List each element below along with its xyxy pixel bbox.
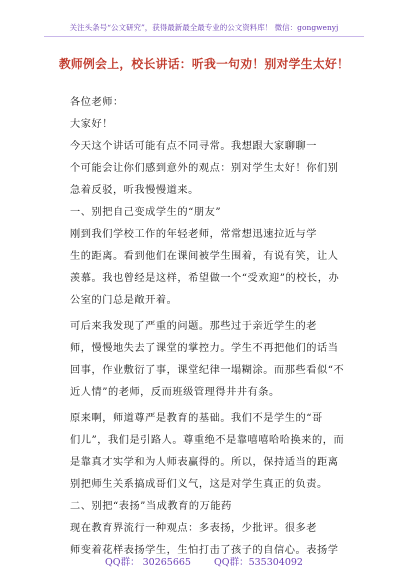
text-line: 公室的门总是敞开着。 xyxy=(70,295,178,306)
qq-group-1: QQ群： 30265665 xyxy=(105,557,191,568)
text-line: 今天这个讲话可能有点不同寻常。我想跟大家聊聊一 xyxy=(70,141,317,152)
section-heading: 一、别把自己变成学生的“朋友” xyxy=(70,207,222,218)
text-line: 生的距离。看到他们在课间被学生围着，有说有笑，让人 xyxy=(70,251,339,262)
footer xyxy=(0,554,408,568)
text-line: 师变着花样表扬学生，生怕打击了孩子的自信心。表扬学 xyxy=(70,545,339,556)
text-line: 们儿”，我们是引路人。尊重绝不是靠嘻嘻哈哈换来的，而 xyxy=(70,435,345,446)
text-line: 近人情”的老师，反而班级管理得井井有条。 xyxy=(70,387,280,398)
text-line: 别把师生关系搞成哥们义气，这是对学生真正的负责。 xyxy=(70,479,328,490)
text-line: 师，慢慢地失去了课堂的掌控力。学生不再把他们的话当 xyxy=(70,343,339,354)
section-heading: 二、别把“表扬”当成教育的万能药 xyxy=(70,501,232,512)
text-line: 原来啊，师道尊严是教育的基础。我们不是学生的“哥 xyxy=(70,413,323,424)
text-line: 羡慕。我也曾经是这样，希望做一个“受欢迎”的校长，办 xyxy=(70,273,340,284)
qq-group-2: QQ群：535304092 xyxy=(214,557,303,568)
text-line: 个可能会让你们感到意外的观点：别对学生太好！你们别 xyxy=(70,163,339,174)
text-line: 大家好！ xyxy=(70,119,113,130)
document-body xyxy=(70,92,354,562)
text-line: 刚到我们学校工作的年轻老师，常常想迅速拉近与学 xyxy=(70,229,317,240)
text-line: 各位老师： xyxy=(70,97,124,108)
text-line: 回事，作业敷衍了事，课堂纪律一塌糊涂。而那些看似“不 xyxy=(70,365,345,376)
text-line: 现在教育界流行一种观点：多表扬，少批评。很多老 xyxy=(70,523,317,534)
text-line: 是靠真才实学和为人师表赢得的。所以，保持适当的距离 xyxy=(70,457,339,468)
header-banner: 关注头条号“公文研究”，获得最新最全最专业的公文资料库！ 微信：gongwenyj xyxy=(44,20,364,37)
text-line: 急着反驳，听我慢慢道来。 xyxy=(70,185,199,196)
text-line: 可后来我发现了严重的问题。那些过于亲近学生的老 xyxy=(70,321,317,332)
document-title: 教师例会上，校长讲话：听我一句劝！别对学生太好！ xyxy=(58,57,350,71)
